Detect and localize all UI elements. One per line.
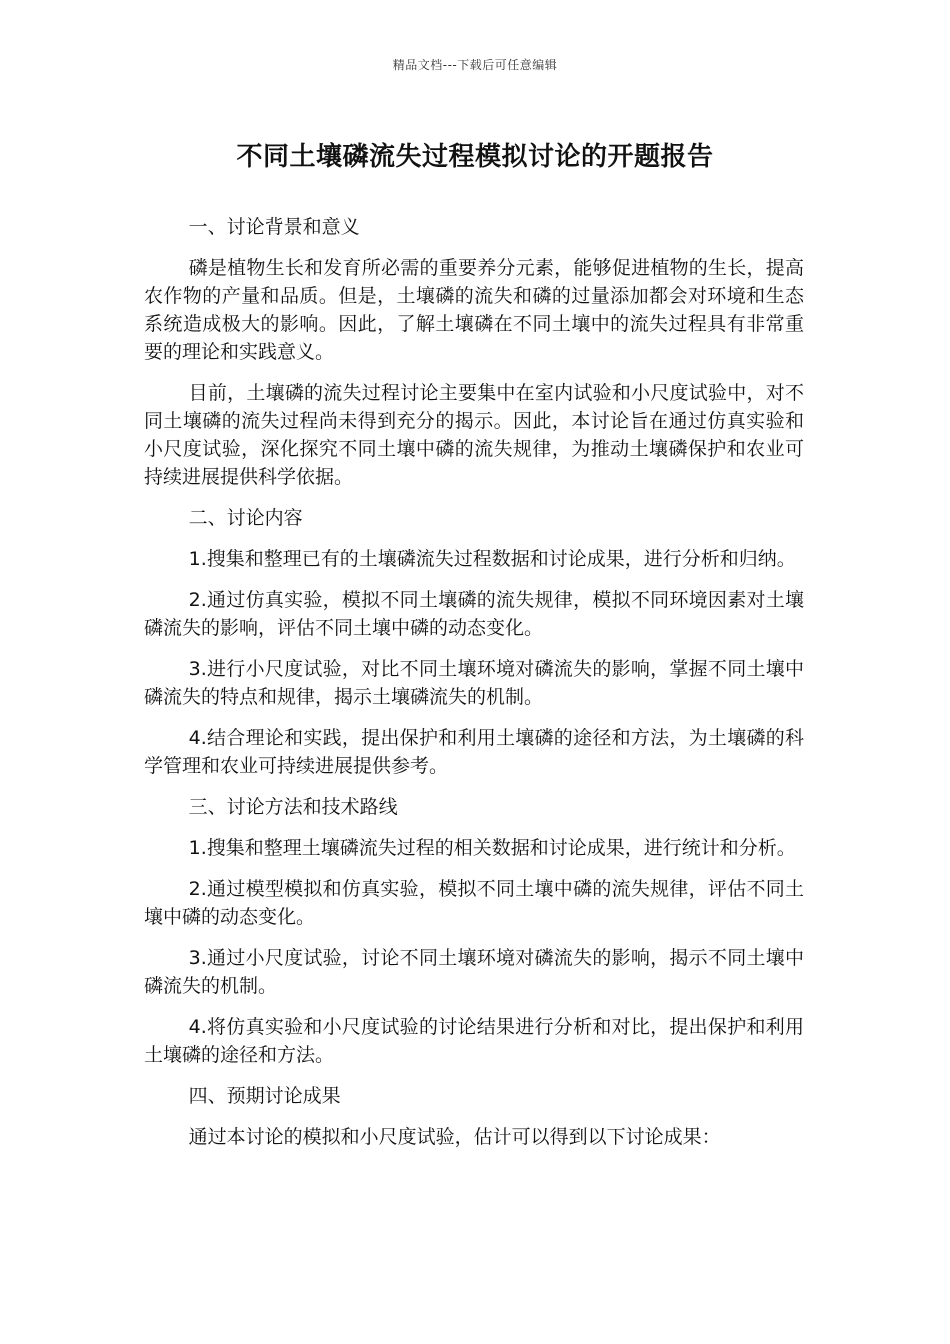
- paragraph-outcomes-1: 通过本讨论的模拟和小尺度试验，估计可以得到以下讨论成果：: [188, 1126, 721, 1148]
- paragraph-background-2: 目前，土壤磷的流失过程讨论主要集中在室内试验和小尺度试验中，对不同土壤磷的流失过程尚未得到充分的揭示。因此，本讨论旨在通过仿真实验和小尺度试验，深化探究不同土壤中磷的流失规律，为推动土壤磷保护和农业可持续进展提供科学依据。: [144, 382, 804, 488]
- document-body: [144, 213, 804, 1164]
- content-item-3: 3.进行小尺度试验，对比不同土壤环境对磷流失的影响，掌握不同土壤中磷流失的特点和规律，揭示土壤磷流失的机制。: [144, 658, 804, 708]
- method-item-1: 1.搜集和整理土壤磷流失过程的相关数据和讨论成果，进行统计和分析。: [188, 837, 796, 859]
- section-heading-methods: 三、讨论方法和技术路线: [188, 796, 398, 818]
- section-heading-outcomes: 四、预期讨论成果: [188, 1085, 341, 1107]
- content-item-1: 1.搜集和整理已有的土壤磷流失过程数据和讨论成果，进行分析和归纳。: [188, 548, 796, 570]
- content-item-4: 4.结合理论和实践，提出保护和利用土壤磷的途径和方法，为土壤磷的科学管理和农业可持续进展提供参考。: [144, 727, 804, 777]
- paragraph-background-1: 磷是植物生长和发育所必需的重要养分元素，能够促进植物的生长，提高农作物的产量和品质。但是，土壤磷的流失和磷的过量添加都会对环境和生态系统造成极大的影响。因此，了解土壤磷在不同土壤中的流失过程具有非常重要的理论和实践意义。: [144, 257, 804, 363]
- section-heading-content: 二、讨论内容: [188, 507, 303, 529]
- page-header-note: 精品文档---下载后可任意编辑: [392, 58, 558, 72]
- method-item-3: 3.通过小尺度试验，讨论不同土壤环境对磷流失的影响，揭示不同土壤中磷流失的机制。: [144, 947, 804, 997]
- method-item-2: 2.通过模型模拟和仿真实验，模拟不同土壤中磷的流失规律，评估不同土壤中磷的动态变化。: [144, 878, 804, 928]
- document-title: 不同土壤磷流失过程模拟讨论的开题报告: [236, 142, 714, 172]
- content-item-2: 2.通过仿真实验，模拟不同土壤磷的流失规律，模拟不同环境因素对土壤磷流失的影响，评估不同土壤中磷的动态变化。: [144, 589, 804, 639]
- method-item-4: 4.将仿真实验和小尺度试验的讨论结果进行分析和对比，提出保护和利用土壤磷的途径和方法。: [144, 1016, 804, 1066]
- section-heading-background: 一、讨论背景和意义: [188, 216, 360, 238]
